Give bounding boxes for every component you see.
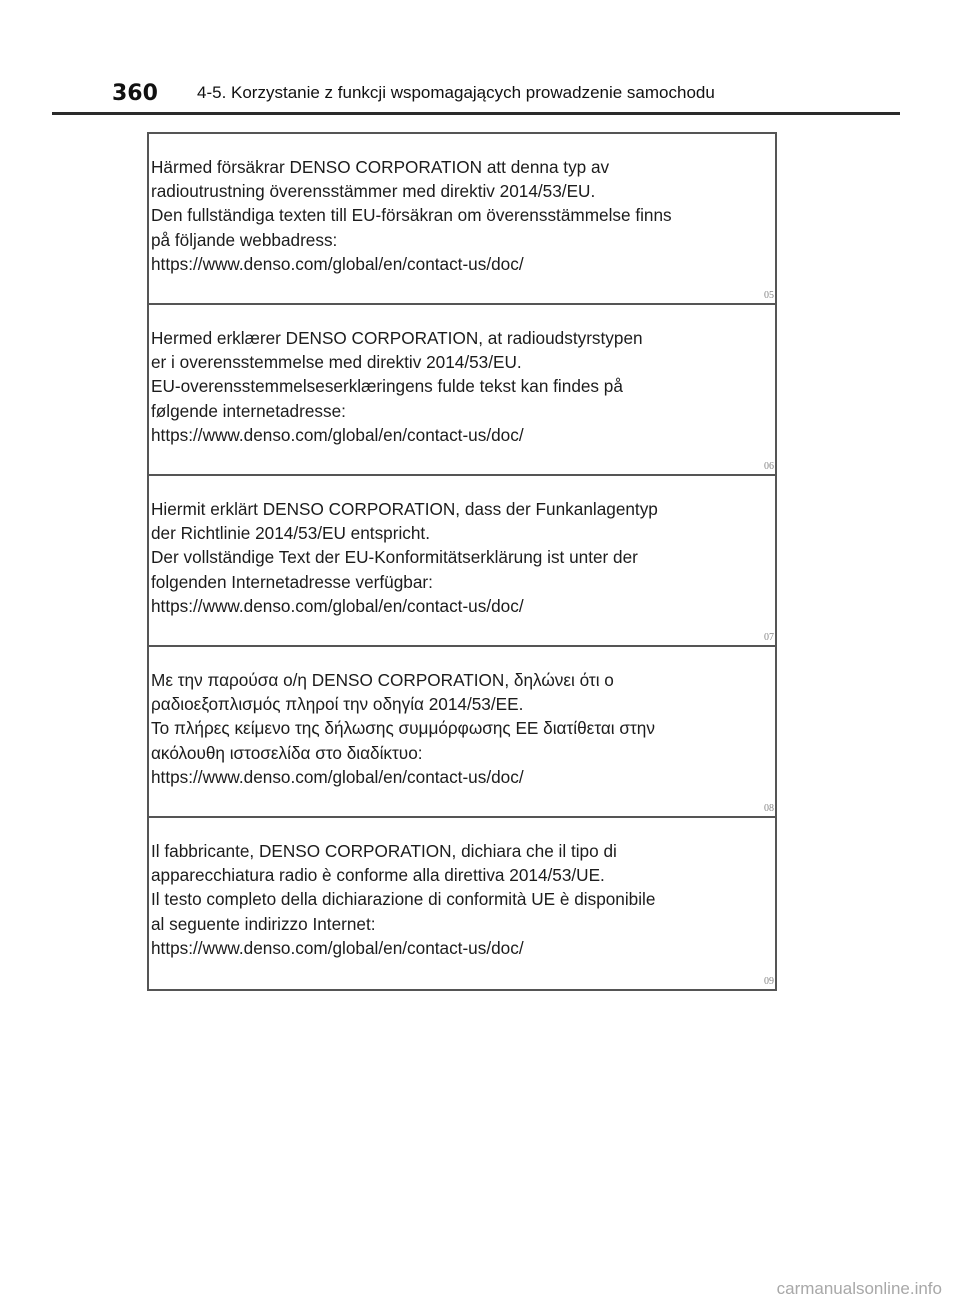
declaration-url: https://www.denso.com/global/en/contact-us/doc/: [151, 253, 524, 274]
declaration-line: Den fullständiga texten till EU-försäkran om överensstämmelse finns: [151, 205, 672, 226]
declaration-line: Hiermit erklärt DENSO CORPORATION, dass der Funkanlagentyp: [151, 499, 658, 519]
declaration-block-danish: [149, 305, 775, 476]
declaration-line: radioutrustning överensstämmer med direktiv 2014/53/EU.: [151, 181, 596, 202]
declaration-line: er i overensstemmelse med direktiv 2014/53/EU.: [151, 352, 522, 373]
declaration-line: Il fabbricante, DENSO CORPORATION, dichiara che il tipo di: [151, 841, 617, 861]
watermark: carmanualsonline.info: [776, 1279, 942, 1298]
declaration-line: al seguente indirizzo Internet:: [151, 913, 376, 934]
declaration-url: https://www.denso.com/global/en/contact-us/doc/: [151, 424, 524, 445]
declaration-block-german: [149, 476, 775, 647]
page-header: [112, 78, 715, 108]
declaration-line: Härmed försäkrar DENSO CORPORATION att denna typ av: [151, 157, 610, 177]
declaration-line: folgenden Internetadresse verfügbar:: [151, 571, 433, 592]
section-title: 4-5. Korzystanie z funkcji wspomagających prowadzenie samochodu: [197, 83, 715, 102]
declaration-line: Il testo completo della dichiarazione di conformità UE è disponibile: [151, 889, 656, 910]
block-code: 06: [764, 461, 774, 472]
block-code: 08: [764, 803, 774, 814]
declaration-line: Hermed erklærer DENSO CORPORATION, at radioudstyrstypen: [151, 328, 643, 348]
header-divider: [52, 112, 900, 115]
declaration-block-swedish: [149, 134, 775, 305]
declaration-url: https://www.denso.com/global/en/contact-us/doc/: [151, 766, 524, 787]
declaration-line: EU-overensstemmelseserklæringens fulde tekst kan findes på: [151, 376, 623, 397]
declaration-line: apparecchiatura radio è conforme alla direttiva 2014/53/UE.: [151, 865, 605, 886]
declaration-line: der Richtlinie 2014/53/EU entspricht.: [151, 523, 430, 544]
declaration-line: Το πλήρες κείμενο της δήλωσης συμμόρφωσης ΕΕ διατίθεται στην: [151, 718, 655, 739]
declaration-block-italian: [149, 818, 775, 989]
declaration-block-greek: [149, 647, 775, 818]
declaration-line: Der vollständige Text der EU-Konformitätserklärung ist unter der: [151, 547, 638, 568]
block-code: 09: [764, 976, 774, 987]
declaration-line: på följande webbadress:: [151, 229, 338, 250]
declaration-sheet: [147, 132, 777, 991]
declaration-line: ραδιοεξοπλισμός πληροί την οδηγία 2014/53/ΕΕ.: [151, 694, 524, 715]
declaration-url: https://www.denso.com/global/en/contact-us/doc/: [151, 595, 524, 616]
declaration-line: ακόλουθη ιστοσελίδα στο διαδίκτυο:: [151, 742, 423, 763]
declaration-url: https://www.denso.com/global/en/contact-us/doc/: [151, 937, 524, 958]
page-number: 360: [112, 80, 158, 106]
block-code: 05: [764, 290, 774, 301]
block-code: 07: [764, 632, 774, 643]
declaration-line: Με την παρούσα ο/η DENSO CORPORATION, δηλώνει ότι ο: [151, 670, 614, 690]
declaration-line: følgende internetadresse:: [151, 400, 346, 421]
